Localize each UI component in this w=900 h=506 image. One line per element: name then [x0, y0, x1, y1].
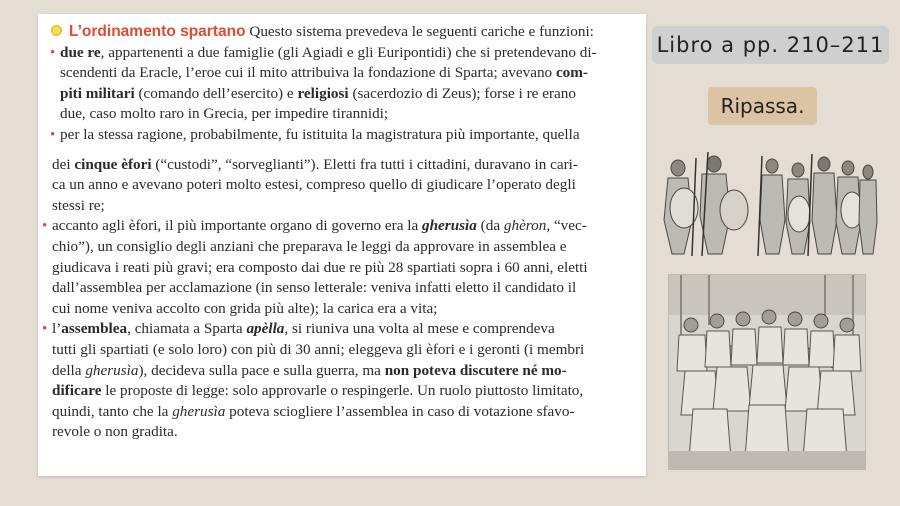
list-item-assembly: • l’assemblea, chiamata a Sparta apèlla, si riuniva una volta al mese e comprendeva tutti gli spartiati (e solo loro) con più di 30 anni; eleggeva gli èfori e i geronti (i membri della gherusìa), decideva sulla pace e sulla guerra, ma non poteva discutere né mo- dificare le proposte di legge: solo approvarle o respingerle. Un ruolo piuttosto limitato, quindi, tanto che la gherusìa poteva sciogliere l’assemblea in caso di votazione sfavo- revole o non gradita. [42, 320, 585, 441]
ephors-continued: dei cinque èfori (“custodi”, “sorveglianti”). Eletti fra tutti i cittadini, duravano in cari- ca un anno e avevano poteri molto estesi, compreso quello di giudicare l’operato degli stessi re; [52, 155, 578, 214]
section-heading: L’ordinamento spartano [69, 23, 246, 40]
list-item-ephors: • per la stessa ragione, probabilmente, fu istituita la magistratura più importante, quella [50, 125, 580, 143]
page-text [42, 22, 638, 443]
sun-icon [50, 24, 63, 37]
spartan-warriors-illustration [662, 150, 878, 260]
section-intro: L’ordinamento spartano Questo sistema prevedeva le seguenti cariche e funzioni: [50, 22, 638, 43]
gerusia-assembly-illustration [668, 274, 866, 470]
review-label: Ripassa. [708, 87, 817, 125]
list-item-gerusia: • accanto agli èfori, il più importante organo di governo era la gherusìa (da ghèron, “vec- chio”), un consiglio degli anziani che preparava le leggi da approvare in assemblea e giudicava i reati più gravi; era composto dai due re più 28 spartiati sopra i 60 anni, eletti dall’assemblea per acclamazione (in senso letterale: veniva infatti eletto il candidato il cui nome veniva accolto con grida più alte); la carica era a vita; [42, 217, 588, 317]
textbook-page [38, 14, 646, 476]
book-reference-label: Libro a pp. 210–211 [652, 26, 889, 64]
list-item-kings: • due re, appartenenti a due famiglie (gli Agiadi e gli Euripontidi) che si pretendevano di- scendenti da Eracle, l’eroe cui il mito attribuiva la fondazione di Sparta; avevano com- piti militari (comando dell’esercito) e religiosi (sacerdozio di Zeus); forse i re erano due, caso molto raro in Grecia, per impedire tirannidi; [50, 43, 597, 123]
